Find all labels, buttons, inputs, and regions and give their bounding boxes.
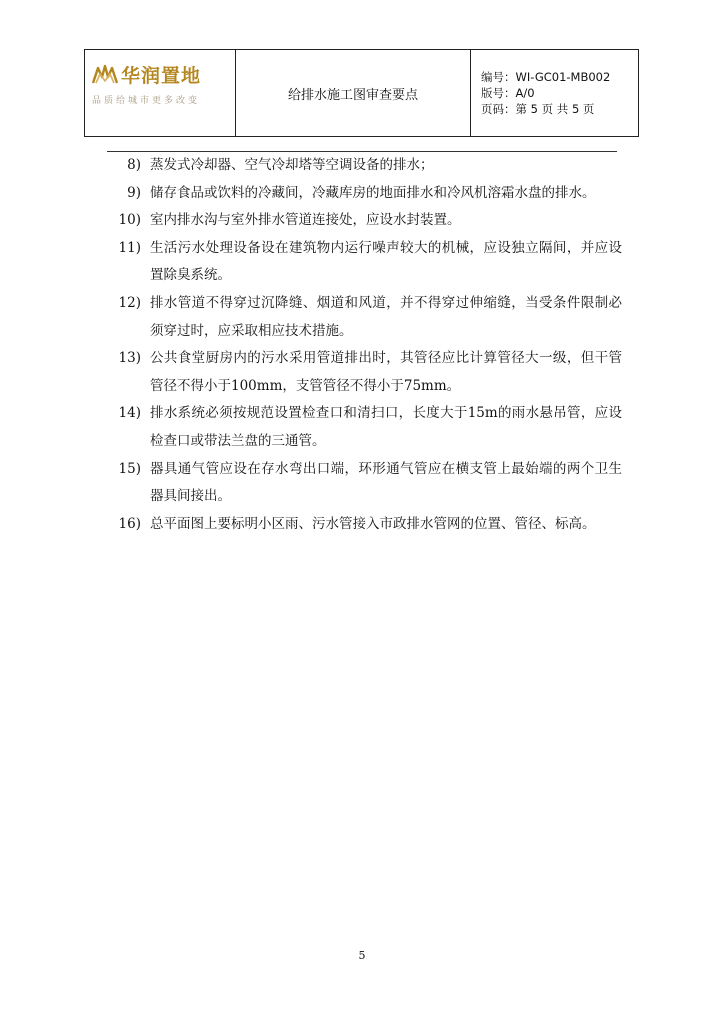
item-text: 公共食堂厨房内的污水采用管道排出时，其管径应比计算管径大一级，但干管管径不得小于100mm，支管管径不得小于75mm。 <box>150 350 622 394</box>
list-item <box>107 345 622 400</box>
china-resources-logo-icon <box>92 62 118 84</box>
page-number: 5 <box>358 949 366 962</box>
requirements-list <box>107 152 622 538</box>
list-item <box>107 290 622 345</box>
item-number: 11) <box>118 239 141 256</box>
document-title: 给排水施工图审查要点 <box>236 50 471 136</box>
list-item <box>107 235 622 290</box>
logo-cell <box>85 50 236 136</box>
item-number: 15) <box>118 460 141 477</box>
page-info: 页码：第 5 页 共 5 页 <box>481 102 595 116</box>
item-number: 12) <box>118 294 141 311</box>
item-text: 室内排水沟与室外排水管道连接处，应设水封装置。 <box>150 212 461 229</box>
item-text: 总平面图上要标明小区雨、污水管接入市政排水管网的位置、管径、标高。 <box>150 515 596 532</box>
item-text: 储存食品或饮料的冷藏间，冷藏库房的地面排水和冷风机溶霜水盘的排水。 <box>150 184 596 201</box>
item-number: 14) <box>118 405 141 422</box>
doc-number: 编号：WI-GC01-MB002 <box>481 70 611 84</box>
document-header-table <box>84 49 639 137</box>
list-item <box>107 511 622 539</box>
logo-name: 华润置地 <box>121 65 202 87</box>
list-item <box>107 400 622 455</box>
list-item <box>107 207 622 235</box>
item-text: 生活污水处理设备设在建筑物内运行噪声较大的机械，应设独立隔间，并应设置除臭系统。 <box>150 239 622 284</box>
list-item <box>107 180 622 208</box>
item-number: 9) <box>127 184 141 201</box>
document-meta <box>471 50 638 136</box>
item-text: 器具通气管应设在存水弯出口端，环形通气管应在横支管上最始端的两个卫生器具间接出。 <box>150 460 622 505</box>
item-text: 排水管道不得穿过沉降缝、烟道和风道，并不得穿过伸缩缝，当受条件限制必须穿过时，应采取相应技术措施。 <box>150 294 622 339</box>
item-number: 10) <box>118 212 141 229</box>
item-text: 排水系统必须按规范设置检查口和清扫口，长度大于15m的雨水悬吊管，应设检查口或带法兰盘的三通管。 <box>150 405 622 449</box>
list-item <box>107 456 622 511</box>
version-number: 版号：A/0 <box>481 86 535 100</box>
item-number: 13) <box>118 350 141 367</box>
item-number: 8) <box>127 157 141 173</box>
logo-slogan: 品质给城市更多改变 <box>92 96 201 106</box>
list-item <box>107 152 622 180</box>
item-number: 16) <box>118 515 141 532</box>
item-text: 蒸发式冷却器、空气冷却塔等空调设备的排水； <box>150 157 434 173</box>
